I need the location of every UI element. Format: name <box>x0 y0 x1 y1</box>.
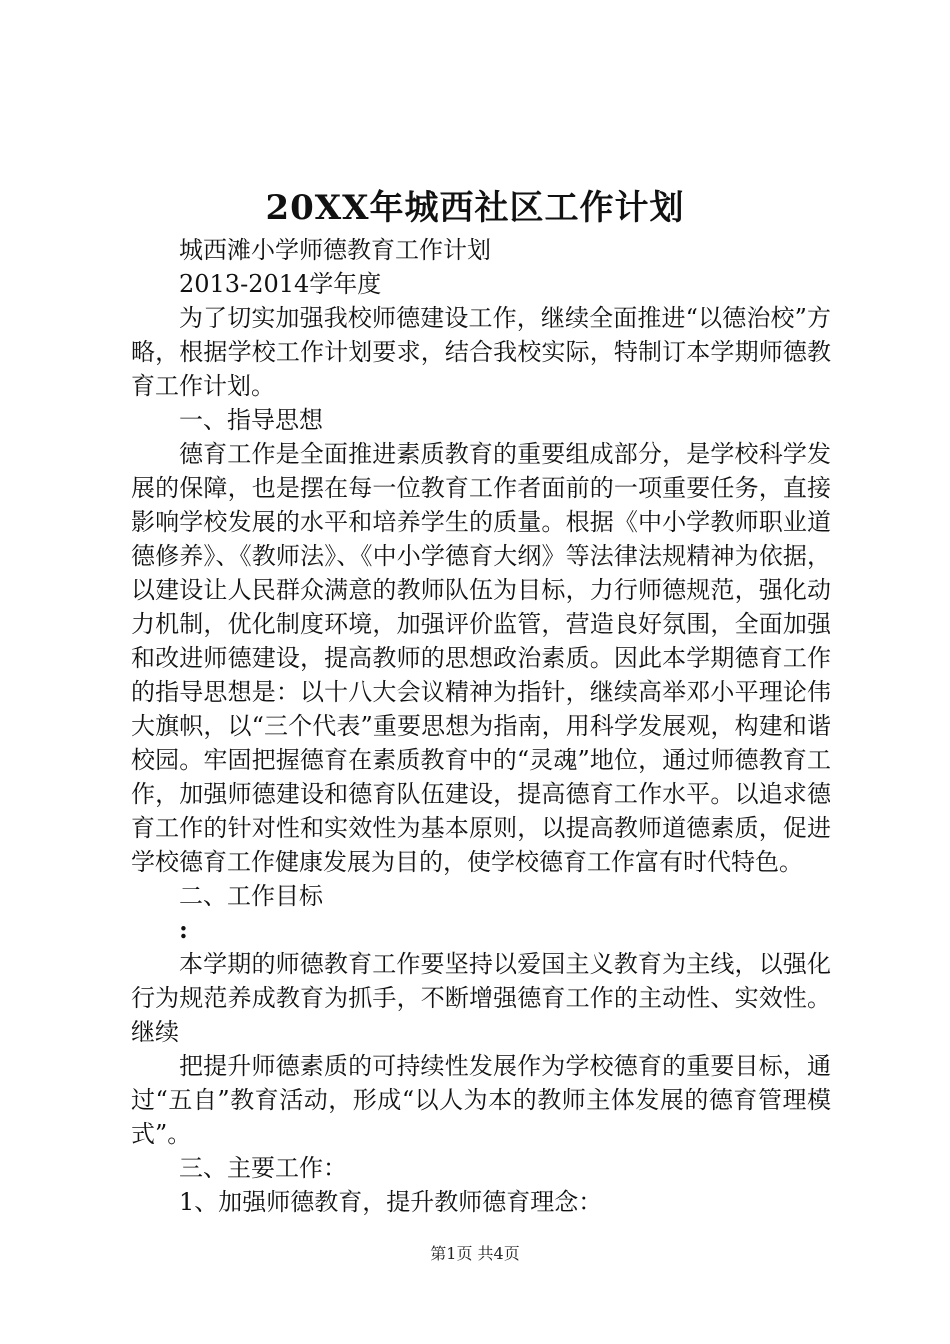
work-goals-paragraph-2: 把提升师德素质的可持续性发展作为学校德育的重要目标，通过“五自”教育活动，形成“以人为本的教师主体发展的德育管理模式”。 <box>131 1052 831 1148</box>
main-work-item-1: 1、加强师德教育，提升教师德育理念： <box>179 1188 603 1216</box>
guiding-ideology-paragraph: 德育工作是全面推进素质教育的重要组成部分，是学校科学发展的保障，也是摆在每一位教育工作者面前的一项重要任务，直接影响学校发展的水平和培养学生的质量。根据《中小学教师职业道德修养》、《教师法》、《中小学德育大纲》等法律法规精神为依据，以建设让人民群众满意的教师队伍为目标，力行师德规范，强化动力机制，优化制度环境，加强评价监管，营造良好氛围，全面加强和改进师德建设，提高教师的思想政治素质。因此本学期德育工作的指导思想是：以十八大会议精神为指针，继续高举邓小平理论伟大旗帜，以“三个代表”重要思想为指南，用科学发展观，构建和谐校园。牢固把握德育在素质教育中的“灵魂”地位，通过师德教育工作，加强师德建设和德育队伍建设，提高德育工作水平。以追求德育工作的针对性和实效性为基本原则，以提高教师道德素质，促进学校德育工作健康发展为目的，使学校德育工作富有时代特色。 <box>131 440 831 876</box>
subtitle-school-plan: 城西滩小学师德教育工作计划 <box>179 236 491 264</box>
section-heading-guiding-ideology: 一、指导思想 <box>179 406 323 434</box>
work-goals-paragraph-1: 本学期的师德教育工作要坚持以爱国主义教育为主线，以强化行为规范养成教育为抓手，不断增强德育工作的主动性、实效性。继续 <box>131 950 831 1046</box>
section-heading-work-goals: 二、工作目标 <box>179 882 323 910</box>
intro-paragraph: 为了切实加强我校师德建设工作，继续全面推进“以德治校”方略，根据学校工作计划要求，结合我校实际，特制订本学期师德教育工作计划。 <box>131 304 831 400</box>
document-title: 20XX年城西社区工作计划 <box>265 188 685 228</box>
section-heading-main-work: 三、主要工作： <box>179 1154 347 1182</box>
subtitle-school-year: 2013-2014学年度 <box>179 270 382 298</box>
stray-colon: : <box>179 915 188 944</box>
page-footer: 第1页 共4页 <box>430 1244 520 1263</box>
document-body <box>131 233 831 1219</box>
